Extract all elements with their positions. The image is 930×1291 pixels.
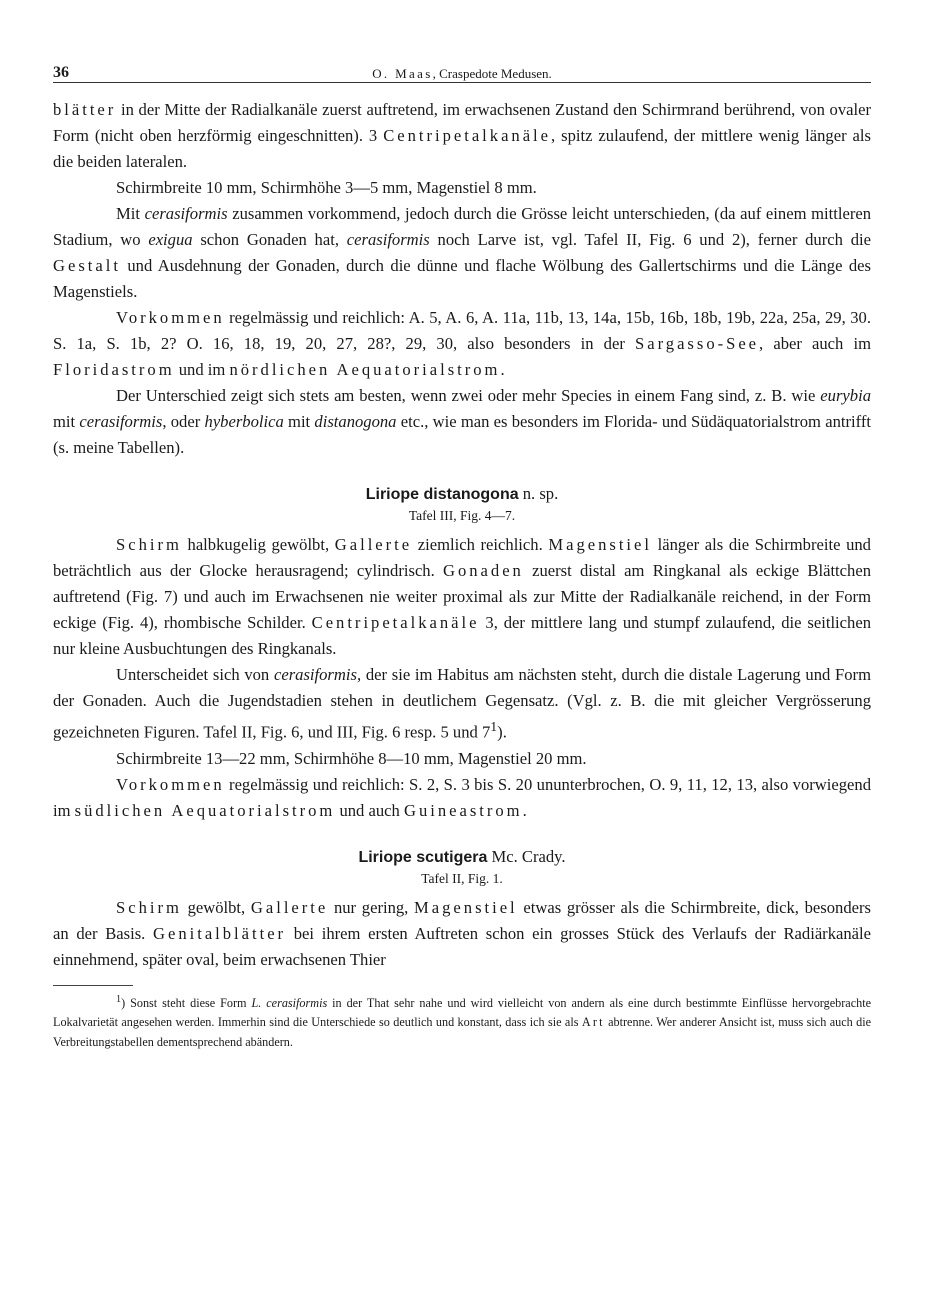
text-run: zusammen vorkommend, jedoch durch die Grösse leicht unterschieden, (da auf einem mittleren Stadium, wo [53, 204, 872, 249]
paragraph-measurements-2: Schirmbreite 13—22 mm, Schirmhöhe 8—10 mm, Magenstiel 20 mm. [116, 748, 587, 768]
paragraph-10 [53, 895, 871, 973]
text-run: mit [283, 412, 315, 431]
page-number: 36 [53, 64, 69, 81]
italic-term: cerasiformis, [273, 665, 362, 684]
species-suffix: n. sp. [518, 484, 559, 503]
spaced-word: Vorkommen [116, 308, 225, 327]
text-run: länger als die Schirmbreite und beträchtlich aus der Glocke herausragend; cylindrisch. [53, 535, 871, 580]
italic-term: cerasiformis [144, 204, 228, 223]
italic-term: distanogona [314, 412, 397, 431]
text-run: bei ihrem ersten Auftreten schon ein grosses Stück des Verlaufs der Radiärkanäle einnehmend, später oval, beim erwachsenen Thier [53, 923, 872, 969]
spaced-word: Magenstiel [548, 535, 652, 554]
section-heading-distanogona [53, 483, 871, 506]
footnote-reference: 1 [490, 719, 498, 734]
italic-term: L. cerasiformis [251, 995, 328, 1010]
work-title: , Craspedote Medusen. [432, 66, 552, 81]
paragraph-measurements-1: Schirmbreite 10 mm, Schirmhöhe 3—5 mm, Magenstiel 8 mm. [116, 178, 537, 197]
spaced-word: Schirm [116, 897, 182, 917]
text-run: gewölbt, [181, 897, 251, 917]
text-run: , spitz zulaufend, der mittlere wenig länger als die beiden lateralen. [53, 126, 871, 171]
spaced-word: Guineastrom [403, 800, 523, 820]
text-run: zuerst distal am Ringkanal als eckige Blättchen auftretend (Fig. 7) und auch im Erwachsenen nie weiter proximal als zur Mitte der Radialkanäle reichend, in der Form eckige (Fig. 4), rhombische Schilder. [53, 561, 871, 632]
text-run: ziemlich reichlich. [412, 535, 549, 554]
plate-reference: Tafel II, Fig. 1. [421, 870, 503, 886]
italic-term: cerasiformis [79, 412, 163, 431]
spaced-word: Vorkommen [116, 774, 225, 794]
spaced-word: nördlichen Aequatorialstrom [229, 360, 501, 379]
text-run: in der That sehr nahe und wird vielleicht von andern als eine durch bestimmte Einflüsse hervorgebrachte Lokalvarietät angesehen werden. Immerhin sind die Unterschiede so deutlich und konstant, dass ich sie als [53, 995, 872, 1030]
species-suffix: Mc. Crady. [487, 846, 566, 866]
paragraph-5 [53, 383, 871, 461]
spaced-word: Gonaden [443, 561, 524, 580]
text-run: schon Gonaden hat, [192, 230, 347, 249]
spaced-word: Schirm [116, 535, 182, 554]
document-page [53, 60, 871, 1052]
spaced-word: südlichen Aequatorialstrom [74, 800, 336, 820]
footnote [53, 990, 871, 1053]
spaced-word: Genitalblätter [153, 923, 287, 943]
text-run: ). [497, 722, 507, 742]
spaced-word: Centripetalkanäle [311, 613, 480, 632]
spaced-word: Floridastrom [53, 360, 175, 379]
spaced-word: Centripetalkanäle [383, 126, 552, 145]
text-run: mit [53, 412, 80, 431]
spaced-word: Gallerte [334, 535, 413, 554]
text-run: , oder [162, 412, 205, 431]
footnote-divider [53, 985, 133, 986]
spaced-word: Magenstiel [414, 897, 518, 917]
text-run: in der Mitte der Radialkanäle zuerst auftretend, im erwachsenen Zustand den Schirmrand berührend, von ovaler Form (nicht oben herzförmig eingeschnitten). 3 [53, 100, 871, 145]
text-run: halbkugelig gewölbt, [181, 535, 335, 554]
paragraph-3 [53, 201, 871, 305]
spaced-word: Sargasso-See [635, 334, 760, 353]
text-run: 3, der mittlere lang und stumpf zulaufend, die seitlichen nur kleine Ausbuchtungen des Ringkanals. [53, 613, 871, 658]
spaced-word: Gestalt [53, 256, 121, 275]
text-run: der sie im Habitus am nächsten steht, durch die distale Lagerung und Form der Gonaden. Auch die Jugendstadien stehen in deutlichem Gegensatz. (Vgl. z. B. die mit gleicher Vergrösserung gezeichneten Figuren. Tafel II, Fig. 6, und III, Fig. 6 resp. 5 und 7 [53, 665, 871, 742]
spaced-word: Gallerte [250, 897, 329, 917]
author-name: O. Maas [372, 66, 433, 81]
paragraph-1 [53, 97, 871, 175]
paragraph-9 [53, 772, 871, 824]
text-run: Der Unterschied zeigt sich stets am besten, wenn zwei oder mehr Species in einem Fang sind, z. B. wie [116, 386, 821, 405]
running-title [53, 66, 871, 82]
footnote-mark: 1 [116, 993, 122, 1005]
species-name: Liriope distanogona [365, 486, 519, 503]
text-run: regelmässig und reichlich: S. 2, S. 3 bis S. 20 ununterbrochen, O. 9, 11, 12, 13, also vorwiegend im [53, 774, 871, 820]
footnote-text [53, 990, 871, 1053]
text-run: abtrenne. Wer anderer Ansicht ist, muss sich auch die Verbreitungstabellen dementsprechend abändern. [53, 1015, 871, 1049]
text-run: etwas grösser als die Schirmbreite, dick, besonders an der Basis. [53, 897, 871, 943]
section-heading-scutigera [53, 846, 871, 869]
text-run: noch Larve ist, vgl. Tafel II, Fig. 6 und 2), ferner durch die [429, 230, 871, 249]
text-run: , aber auch im [759, 334, 871, 353]
paragraph-6 [53, 532, 871, 662]
body-text [53, 97, 871, 1052]
italic-term: exigua [148, 230, 193, 249]
text-run: ) Sonst steht diese Form [121, 995, 252, 1010]
text-run: Unterscheidet sich von [116, 665, 274, 684]
spaced-word: blätter [53, 100, 117, 119]
paragraph-4 [53, 305, 871, 383]
text-run: und auch [335, 800, 404, 820]
plate-reference: Tafel III, Fig. 4—7. [408, 508, 516, 523]
italic-term: eurybia [820, 386, 871, 405]
text-run: etc., wie man es besonders im Florida- und Südäquatorialstrom antrifft (s. meine Tabellen). [53, 412, 871, 457]
italic-term: cerasiformis [346, 230, 430, 249]
text-run: nur gering, [328, 897, 415, 917]
paragraph-7 [53, 662, 871, 746]
text-run: Mit [116, 204, 145, 223]
text-run: . [500, 360, 505, 379]
text-run: . [522, 800, 527, 820]
spaced-word: Art [581, 1015, 605, 1030]
italic-term: hyberbolica [204, 412, 284, 431]
text-run: und im [174, 360, 230, 379]
species-name: Liriope scutigera [358, 848, 488, 866]
running-header [53, 60, 871, 83]
text-run: und Ausdehnung der Gonaden, durch die dünne und flache Wölbung des Gallertschirms und die Länge des Magenstiels. [53, 256, 871, 301]
text-run: regelmässig und reichlich: A. 5, A. 6, A. 11a, 11b, 13, 14a, 15b, 16b, 18b, 19b, 22a, 25a, 29, 30. S. 1a, S. 1b, 2? O. 16, 18, 19, 20, 27, 28?, 29, 30, also besonders in der [53, 308, 871, 353]
